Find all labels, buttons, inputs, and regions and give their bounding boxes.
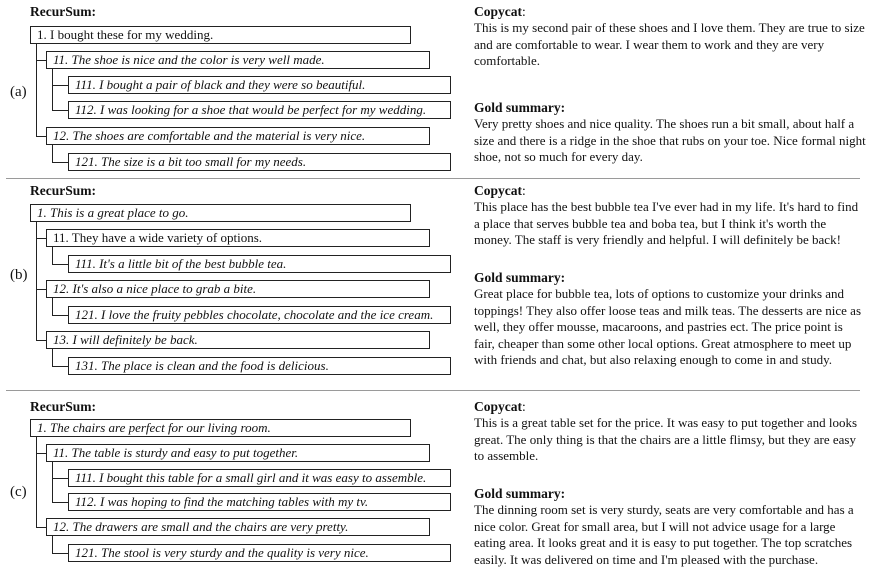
tree-node-level1: 12. The shoes are comfortable and the material is very nice. — [46, 127, 430, 145]
tree-node-level2: 111. I bought a pair of black and they were so beautiful. — [68, 76, 451, 94]
tree-connector — [36, 44, 37, 136]
tree-connector — [36, 136, 46, 137]
panel-b — [0, 178, 872, 390]
copycat-title: Copycat: — [474, 399, 526, 414]
copycat-text: This place has the best bubble tea I've ever had in my life. It's hard to find a place that serves bubble tea and boba tea, but I think it's worth the money. The staff is very friendly and helpful. I will definitely be back! — [474, 199, 859, 247]
panel-c — [0, 390, 872, 573]
tree-node-level2: 121. I love the fruity pebbles chocolate, chocolate and the ice cream. — [68, 306, 451, 324]
tree-connector — [36, 222, 37, 340]
tree-connector — [36, 238, 46, 239]
tree-node-level2: 121. The stool is very sturdy and the quality is very nice. — [68, 544, 451, 562]
tree-connector — [52, 162, 68, 163]
gold-summary-text: The dinning room set is very sturdy, seats are very comfortable and has a nice color. Great for small area, but I will not advice usage for a large eating area. It looks great and it is easy to put together. The top scratches easily. It was delivered on time and I'm pleased with the purchase. — [474, 502, 854, 567]
tree-connector — [36, 453, 46, 454]
tree-node-root: 1. The chairs are perfect for our living room. — [30, 419, 411, 437]
tree-node-level1: 11. The table is sturdy and easy to put together. — [46, 444, 430, 462]
panel-label: (c) — [10, 484, 27, 500]
tree-node-level2: 131. The place is clean and the food is delicious. — [68, 357, 451, 375]
tree-node-level2: 111. It's a little bit of the best bubble tea. — [68, 255, 451, 273]
tree-connector — [52, 264, 68, 265]
tree-connector — [52, 478, 68, 479]
tree-node-root: 1. I bought these for my wedding. — [30, 26, 411, 44]
tree-node-level2: 112. I was looking for a shoe that would be perfect for my wedding. — [68, 101, 451, 119]
recursum-title: RecurSum: — [30, 183, 96, 198]
tree-connector — [52, 69, 53, 110]
copycat-text: This is a great table set for the price. It was easy to put together and looks great. The only thing is that the chairs are a little flimsy, but they are easy to assemble. — [474, 415, 858, 463]
tree-node-level1: 11. They have a wide variety of options. — [46, 229, 430, 247]
tree-connector — [36, 437, 37, 527]
tree-connector — [52, 536, 53, 553]
panel-label: (b) — [10, 267, 28, 283]
tree-node-level2: 111. I bought this table for a small girl and it was easy to assemble. — [68, 469, 451, 487]
copycat-text: This is my second pair of these shoes and I love them. They are true to size and are comfortable to wear. I wear them to work and they are very comfortable. — [474, 20, 865, 68]
tree-connector — [52, 85, 68, 86]
tree-connector — [52, 366, 68, 367]
tree-connector — [36, 289, 46, 290]
tree-node-level2: 112. I was hoping to find the matching tables with my tv. — [68, 493, 451, 511]
tree-connector — [52, 110, 68, 111]
tree-connector — [36, 340, 46, 341]
tree-connector — [52, 315, 68, 316]
tree-connector — [52, 502, 68, 503]
tree-connector — [36, 527, 46, 528]
copycat-title: Copycat: — [474, 183, 526, 198]
gold-summary-text: Very pretty shoes and nice quality. The shoes run a bit small, about half a size and there is a ridge in the shoe that rubs on your toe. Nice formal night shoe, not so much for every day. — [474, 116, 866, 164]
tree-node-level1: 12. It's also a nice place to grab a bite. — [46, 280, 430, 298]
tree-node-level2: 121. The size is a bit too small for my needs. — [68, 153, 451, 171]
gold-summary-title: Gold summary: — [474, 270, 566, 285]
gold-summary-title: Gold summary: — [474, 100, 566, 115]
tree-connector — [52, 247, 53, 264]
recursum-title: RecurSum: — [30, 4, 96, 19]
tree-connector — [52, 145, 53, 162]
tree-node-level1: 13. I will definitely be back. — [46, 331, 430, 349]
tree-connector — [52, 298, 53, 315]
tree-connector — [36, 60, 46, 61]
tree-connector — [52, 553, 68, 554]
panel-a — [0, 0, 872, 178]
copycat-title: Copycat: — [474, 4, 526, 19]
tree-connector — [52, 462, 53, 502]
panel-label: (a) — [10, 84, 27, 100]
tree-node-root: 1. This is a great place to go. — [30, 204, 411, 222]
tree-node-level1: 11. The shoe is nice and the color is very well made. — [46, 51, 430, 69]
gold-summary-title: Gold summary: — [474, 486, 566, 501]
tree-connector — [52, 349, 53, 366]
gold-summary-text: Great place for bubble tea, lots of options to customize your drinks and toppings! They also offer loose teas and milk teas. The desserts are nice as well, they offer mousse, macaroons, and pastries ect. The price point is fair, cheaper than some other local options. Great atmosphere to meet up with friends and chat, but also relaxing enough to come in and study. — [474, 286, 862, 367]
recursum-title: RecurSum: — [30, 399, 96, 414]
tree-node-level1: 12. The drawers are small and the chairs are very pretty. — [46, 518, 430, 536]
